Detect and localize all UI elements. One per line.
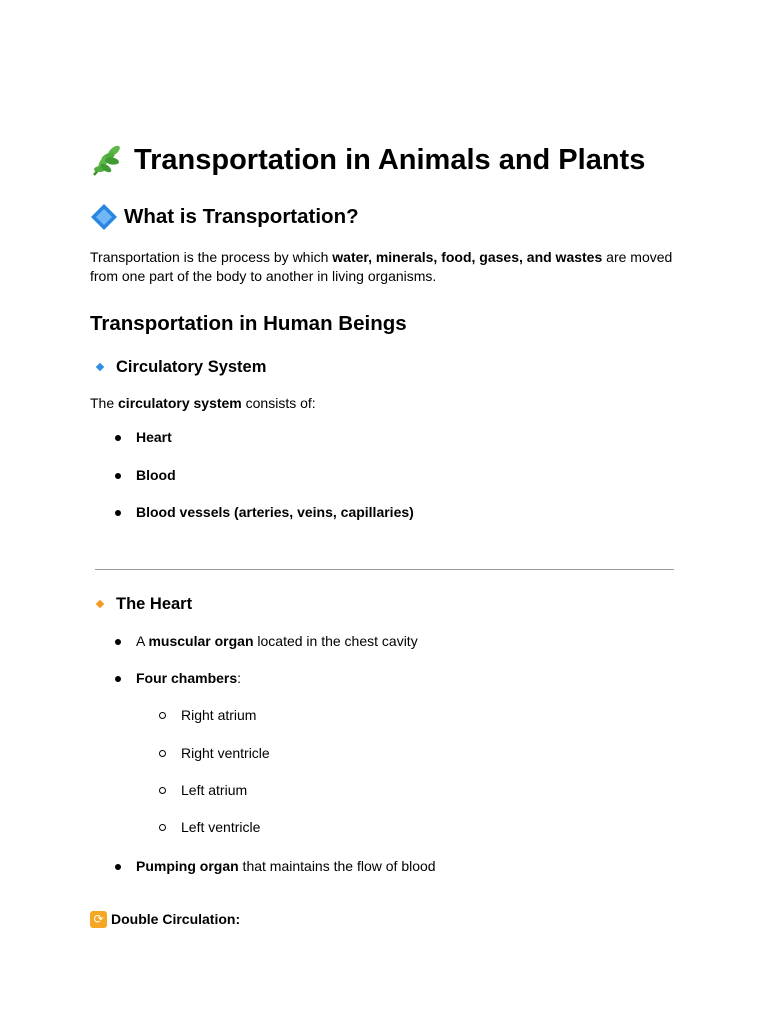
list-item xyxy=(115,857,436,876)
list-item-text: Blood xyxy=(136,467,176,483)
intro-text: The xyxy=(90,395,119,411)
para-bold-text: water, minerals, food, gases, and wastes xyxy=(332,249,603,265)
bullet-icon xyxy=(115,473,121,479)
sub-list-item-text: Left atrium xyxy=(181,782,248,798)
definition-paragraph xyxy=(90,248,680,286)
sub-list-item-text: Left ventricle xyxy=(181,819,261,835)
leaf-icon xyxy=(90,141,124,179)
small-blue-diamond-icon xyxy=(96,363,104,371)
para-text: Transportation is the process by which xyxy=(90,249,333,265)
subheading-text: Circulatory System xyxy=(116,358,267,376)
subheading-circulatory-system xyxy=(90,356,266,378)
bullet-icon xyxy=(115,864,121,870)
circulatory-intro xyxy=(90,394,316,413)
hollow-bullet-icon xyxy=(159,824,166,831)
bullet-icon xyxy=(115,435,121,441)
list-item xyxy=(115,632,418,651)
section-heading-what-is-transportation xyxy=(90,202,359,232)
subheading-text: The Heart xyxy=(116,595,193,613)
repeat-icon: ⟳ xyxy=(90,911,107,928)
list-item-text: located in the chest cavity xyxy=(253,633,418,649)
sub-list-item xyxy=(159,706,256,725)
small-orange-diamond-icon xyxy=(96,600,104,608)
list-item-text: Heart xyxy=(136,429,172,445)
hollow-bullet-icon xyxy=(159,750,166,757)
sub-list-item-text: Right atrium xyxy=(181,707,257,723)
list-item-bold-text: Pumping organ xyxy=(136,858,239,874)
bullet-icon xyxy=(115,510,121,516)
list-item-text: that maintains the flow of blood xyxy=(238,858,436,874)
list-item-text: Blood vessels (arteries, veins, capillaries) xyxy=(136,504,414,520)
list-item-text: : xyxy=(237,670,242,686)
double-circulation-heading xyxy=(90,910,240,929)
sub-list-item xyxy=(159,818,260,837)
subheading-the-heart xyxy=(90,593,192,615)
intro-text: consists of: xyxy=(241,395,316,411)
list-item xyxy=(115,669,241,688)
bullet-icon xyxy=(115,676,121,682)
horizontal-divider xyxy=(95,569,674,570)
list-item xyxy=(115,428,172,447)
large-blue-diamond-icon xyxy=(90,203,118,231)
hollow-bullet-icon xyxy=(159,712,166,719)
double-circulation-label: Double Circulation: xyxy=(111,911,241,927)
section-heading-human-beings: Transportation in Human Beings xyxy=(90,312,407,335)
list-item-bold-text: muscular organ xyxy=(148,633,254,649)
list-item-bold-text: Four chambers xyxy=(136,670,238,686)
list-item-text: A xyxy=(136,633,149,649)
intro-bold-text: circulatory system xyxy=(118,395,242,411)
sub-list-item-text: Right ventricle xyxy=(181,745,270,761)
list-item xyxy=(115,466,176,485)
sub-list-item xyxy=(159,781,247,800)
list-item xyxy=(115,503,414,522)
bullet-icon xyxy=(115,639,121,645)
section-heading-text: What is Transportation? xyxy=(124,205,359,228)
page-title-text: Transportation in Animals and Plants xyxy=(134,144,646,176)
page-title xyxy=(90,141,645,179)
hollow-bullet-icon xyxy=(159,787,166,794)
sub-list-item xyxy=(159,744,270,763)
para-text: are moved from one part of the body to another in living organisms. xyxy=(90,249,673,284)
